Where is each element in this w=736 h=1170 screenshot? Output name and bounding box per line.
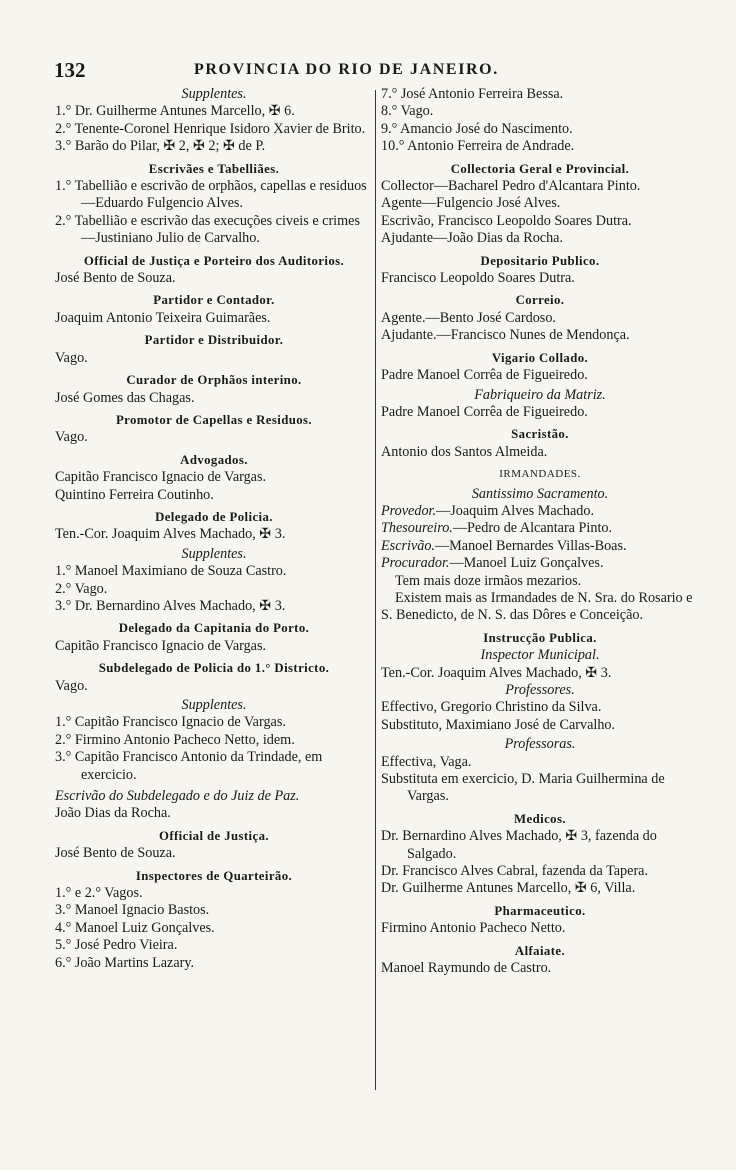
heading-official-justica: Official de Justiça e Porteiro dos Auditorios. [83,253,345,268]
entry-professora-effectiva: Effectiva, Vaga. [381,753,472,770]
entry-alfaiate: Manoel Raymundo de Castro. [381,960,552,977]
entry-collector: Collector—Bacharel Pedro d'Alcantara Pinto. [381,178,641,195]
entry-subdelegado-supplente-3: 3.° Capitão Francisco Antonio da Trindade, em exercicio. [55,749,323,783]
entry-collectoria-ajudante: Ajudante—João Dias da Rocha. [381,230,564,247]
entry-subdelegado-supplente-1: 1.° Capitão Francisco Ignacio de Vargas. [55,714,286,731]
entry-subdelegado: Vago. [55,677,88,694]
heading-delegado: Delegado de Policia. [155,509,273,524]
heading-instruccao: Instrucção Publica. [483,630,597,645]
entry-vigario: Padre Manoel Corrêa de Figueiredo. [381,367,588,384]
entry-provedor [381,503,699,520]
entry-professor-effectivo: Effectivo, Gregorio Christino da Silva. [381,699,602,716]
heading-inspectores: Inspectores de Quarteirão. [135,868,293,883]
entry-supplente-3: 3.° Barão do Pilar, ✠ 2, ✠ 2; ✠ de P. [55,138,266,155]
page-header [54,58,666,82]
entry-correio-agente: Agente.—Bento José Cardoso. [381,309,556,326]
page-number: 132 [54,58,86,82]
entry-delegado-supplente-1: 1.° Manoel Maximiano de Souza Castro. [55,563,287,580]
name-escrivao: —Manoel Bernardes Villas-Boas. [434,537,627,554]
heading-curador: Curador de Orphãos interino. [126,373,302,388]
name-procurador: —Manoel Luiz Gonçalves. [449,555,604,572]
entry-fabriqueiro: Padre Manoel Corrêa de Figueiredo. [381,403,588,420]
role-provedor: Provedor. [381,502,437,519]
entry-thesoureiro [381,520,699,537]
heading-promotor: Promotor de Capellas e Residuos. [115,412,313,427]
entry-professora-substituta: Substituta em exercicio, D. Maria Guilhermina de Vargas. [381,771,665,805]
heading-alfaiate: Alfaiate. [514,943,566,958]
heading-capitania: Delegado da Capitania do Porto. [118,621,310,636]
entry-medico-3: Dr. Guilherme Antunes Marcello, ✠ 6, Villa. [381,880,636,897]
entry-subdelegado-supplente-2: 2.° Firmino Antonio Pacheco Netto, idem. [55,731,295,748]
entry-supplente-7: 7.° José Antonio Ferreira Bessa. [381,86,564,102]
heading-escrivao-subdelegado: Escrivão do Subdelegado e do Juiz de Paz. [55,788,300,805]
heading-professores: Professores. [505,682,575,698]
entry-inspector-6: 6.° João Martins Lazary. [55,954,195,971]
entry-medico-2: Dr. Francisco Alves Cabral, fazenda da Tapera. [381,863,649,880]
running-title: PROVINCIA DO RIO DE JANEIRO. [194,61,499,78]
entry-collectoria-escrivao: Escrivão, Francisco Leopoldo Soares Dutra. [381,212,632,229]
entry-capitania: Capitão Francisco Ignacio de Vargas. [55,637,267,654]
role-escrivao: Escrivão. [381,537,435,554]
entry-professor-substituto: Substituto, Maximiano José de Carvalho. [381,716,616,733]
entry-sacristao: Antonio dos Santos Almeida. [381,443,548,460]
entry-inspector-4: 4.° Manoel Luiz Gonçalves. [55,919,215,936]
heading-fabriqueiro: Fabriqueiro da Matriz. [474,386,606,403]
entry-advogado-1: Capitão Francisco Ignacio de Vargas. [55,469,267,486]
entry-official-justica-2: José Bento de Souza. [55,845,176,862]
entry-advogado-2: Quintino Ferreira Coutinho. [55,486,214,503]
entry-delegado-supplente-3: 3.° Dr. Bernardino Alves Machado, ✠ 3. [55,597,286,614]
entry-partidor-contador: Joaquim Antonio Teixeira Guimarães. [55,309,271,326]
role-thesoureiro: Thesoureiro. [381,520,453,537]
heading-pharmaceutico: Pharmaceutico. [494,903,586,918]
entry-procurador [381,555,699,572]
heading-supplentes: Supplentes. [181,86,247,102]
entry-curador: José Gomes das Chagas. [55,389,195,406]
heading-vigario: Vigario Collado. [491,350,589,365]
heading-medicos: Medicos. [514,811,566,826]
heading-supplentes-delegado: Supplentes. [181,545,247,562]
entry-promotor: Vago. [55,429,88,446]
heading-escrivaes: Escrivães e Tabelliães. [148,161,280,176]
entry-inspector-5: 5.° José Pedro Vieira. [55,937,178,954]
entry-correio-ajudante: Ajudante.—Francisco Nunes de Mendonça. [381,327,630,344]
entry-escrivao-subdelegado: João Dias da Rocha. [55,805,171,822]
entry-escrivao-irmandade [381,538,699,555]
entry-supplente-10: 10.° Antonio Ferreira de Andrade. [381,138,575,155]
entry-inspector-municipal: Ten.-Cor. Joaquim Alves Machado, ✠ 3. [381,664,612,681]
entry-inspector-1-2: 1.° e 2.° Vagos. [55,885,143,902]
name-thesoureiro: —Pedro de Alcantara Pinto. [452,520,613,537]
entry-delegado-supplente-2: 2.° Vago. [55,580,108,597]
heading-advogados: Advogados. [180,452,248,467]
entry-supplente-9: 9.° Amancio José do Nascimento. [381,120,573,137]
entry-supplente-1: 1.° Dr. Guilherme Antunes Marcello, ✠ 6. [55,103,295,120]
entry-inspector-3: 3.° Manoel Ignacio Bastos. [55,902,210,919]
heading-correio: Correio. [515,293,565,308]
entry-supplente-2: 2.° Tenente-Coronel Henrique Isidoro Xavier de Brito. [55,120,366,137]
entry-medico-1: Dr. Bernardino Alves Machado, ✠ 3, fazenda do Salgado. [381,828,657,862]
heading-collectoria: Collectoria Geral e Provincial. [450,161,630,176]
role-procurador: Procurador. [381,555,450,572]
note-mezarios: Tem mais doze irmãos mezarios. [395,572,582,589]
note-irmandades: Existem mais as Irmandades de N. Sra. do Rosario e S. Benedicto, de N. S. das Dôres e Conceição. [381,589,693,624]
entry-partidor-distribuidor: Vago. [55,349,88,366]
name-provedor: —Joaquim Alves Machado. [436,502,595,519]
entry-pharmaceutico: Firmino Antonio Pacheco Netto. [381,920,566,937]
heading-professoras: Professoras. [504,736,576,753]
heading-subdelegado: Subdelegado de Policia do 1.° Districto. [98,661,330,676]
heading-irmandades: IRMANDADES. [499,468,581,481]
heading-depositario: Depositario Publico. [480,253,600,268]
entry-supplente-8: 8.° Vago. [381,103,434,120]
heading-official-justica-2: Official de Justiça. [158,828,269,843]
right-column [381,86,699,978]
heading-inspector-municipal: Inspector Municipal. [480,647,600,664]
left-column [55,86,373,972]
entry-escrivao-1: 1.° Tabellião e escrivão de orphãos, capellas e residuos—Eduardo Fulgencio Alves. [55,178,367,212]
entry-delegado: Ten.-Cor. Joaquim Alves Machado, ✠ 3. [55,526,286,543]
heading-partidor-distribuidor: Partidor e Distribuidor. [144,333,284,348]
heading-partidor-contador: Partidor e Contador. [153,293,275,308]
entry-official-justica: José Bento de Souza. [55,270,176,287]
heading-santissimo: Santissimo Sacramento. [471,485,609,502]
entry-depositario: Francisco Leopoldo Soares Dutra. [381,270,575,287]
entry-collectoria-agente: Agente—Fulgencio José Alves. [381,195,561,212]
heading-sacristao: Sacristão. [511,427,569,442]
column-divider [375,90,376,1090]
entry-escrivao-2: 2.° Tabellião e escrivão das execuções civeis e crimes—Justiniano Julio de Carvalho. [55,212,360,247]
heading-supplentes-subdelegado: Supplentes. [181,697,247,713]
